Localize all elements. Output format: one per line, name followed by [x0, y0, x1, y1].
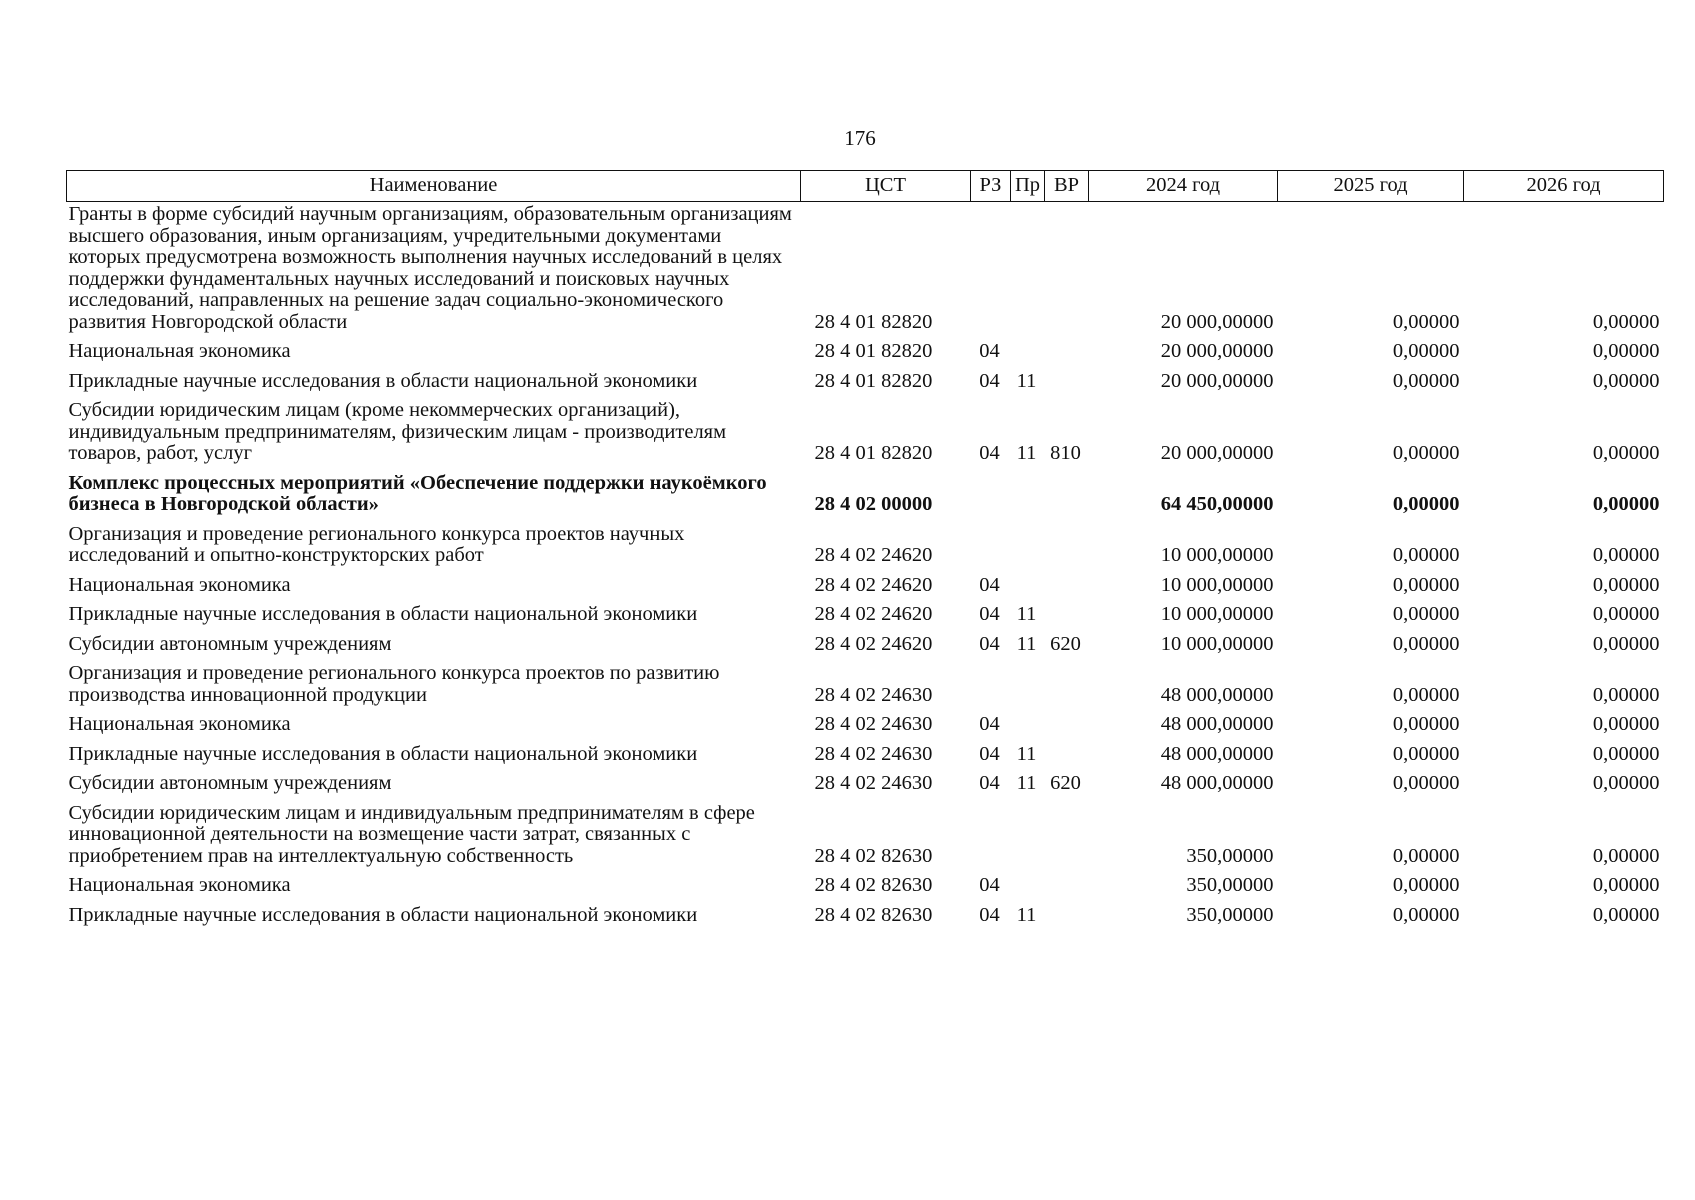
cell-name: Субсидии автономным учреждениям	[68, 772, 392, 794]
header-cst: ЦСТ	[801, 171, 971, 202]
cell-2026: 0,00000	[1592, 772, 1660, 794]
cell-name: Субсидии юридическим лицам и индивидуальным предпринимателям в сфере инновационной деятельности на возмещение части затрат, связанных с приобретением прав на интеллектуальную собственность	[68, 801, 755, 867]
cell-2024: 10 000,00000	[1160, 573, 1274, 596]
table-row	[67, 333, 1664, 363]
cell-vr	[1045, 516, 1089, 567]
cell-2026: 0,00000	[1592, 742, 1660, 765]
cell-2026: 0,00000	[1592, 603, 1660, 625]
cell-rz: 04	[979, 772, 1000, 794]
cell-cst: 28 4 02 24620	[814, 573, 933, 596]
cell-cst: 28 4 02 82630	[814, 874, 933, 896]
cell-2026: 0,00000	[1592, 844, 1660, 867]
table-row	[67, 567, 1664, 597]
cell-cst: 28 4 01 82820	[814, 310, 933, 333]
cell-cst: 28 4 02 24630	[814, 772, 933, 794]
cell-rz: 04	[979, 442, 1000, 464]
table-row	[67, 392, 1664, 465]
cell-vr	[1045, 795, 1089, 868]
header-pr: Пр	[1011, 171, 1045, 202]
header-rz: РЗ	[971, 171, 1011, 202]
cell-2026: 0,00000	[1592, 683, 1660, 706]
cell-cst: 28 4 02 24630	[814, 683, 933, 706]
cell-2024: 48 000,00000	[1160, 713, 1274, 735]
table-header-row	[67, 171, 1664, 202]
cell-pr	[1011, 706, 1045, 736]
header-2024: 2024 год	[1089, 171, 1278, 202]
cell-pr	[1011, 867, 1045, 897]
cell-vr	[1045, 333, 1089, 363]
cell-cst: 28 4 02 24620	[814, 544, 933, 566]
cell-rz: 04	[979, 903, 1000, 926]
cell-cst: 28 4 02 00000	[814, 493, 933, 515]
cell-2026: 0,00000	[1592, 632, 1660, 655]
cell-rz: 04	[979, 713, 1000, 735]
table-row	[67, 897, 1664, 927]
cell-cst: 28 4 02 24630	[814, 713, 933, 735]
table-row	[67, 706, 1664, 736]
cell-vr	[1045, 706, 1089, 736]
cell-vr	[1045, 897, 1089, 927]
cell-rz: 04	[979, 632, 1000, 655]
cell-vr: 620	[1050, 772, 1081, 794]
cell-cst: 28 4 01 82820	[814, 369, 933, 392]
cell-rz: 04	[979, 573, 1000, 596]
table-row	[67, 655, 1664, 706]
cell-rz: 04	[979, 369, 1000, 392]
cell-2024: 48 000,00000	[1160, 742, 1274, 765]
cell-name: Национальная экономика	[68, 713, 291, 735]
cell-pr	[1011, 655, 1045, 706]
cell-name: Гранты в форме субсидий научным организациям, образовательным организациям высшего образования, иным организациям, учредительными документами которых предусмотрена возможность выполнения научных исследований в целях поддержки фундаментальных научных исследований и поисковых научных исследований, направленных на решение задач социально-экономического развития Новгородской области	[68, 203, 792, 333]
cell-2024: 48 000,00000	[1160, 683, 1274, 706]
cell-2024: 10 000,00000	[1160, 632, 1274, 655]
cell-vr	[1045, 736, 1089, 766]
cell-name: Национальная экономика	[68, 340, 291, 362]
cell-vr	[1045, 655, 1089, 706]
table-row	[67, 765, 1664, 795]
cell-pr	[1011, 202, 1045, 334]
cell-cst: 28 4 02 24620	[814, 632, 933, 655]
cell-2025: 0,00000	[1392, 632, 1460, 655]
table-row	[67, 516, 1664, 567]
cell-2026: 0,00000	[1592, 442, 1660, 464]
cell-vr: 620	[1050, 632, 1081, 655]
cell-name: Комплекс процессных мероприятий «Обеспечение поддержки наукоёмкого бизнеса в Новгородской области»	[68, 471, 767, 515]
cell-rz: 04	[979, 742, 1000, 765]
cell-pr: 11	[1016, 742, 1037, 765]
cell-2025: 0,00000	[1392, 874, 1460, 896]
cell-2026: 0,00000	[1592, 713, 1660, 735]
cell-2025: 0,00000	[1392, 493, 1460, 515]
cell-cst: 28 4 02 24630	[814, 742, 933, 765]
cell-pr	[1011, 567, 1045, 597]
cell-2025: 0,00000	[1392, 772, 1460, 794]
cell-2024: 10 000,00000	[1160, 544, 1274, 566]
cell-2025: 0,00000	[1392, 903, 1460, 926]
cell-pr: 11	[1016, 369, 1037, 392]
cell-cst: 28 4 02 24620	[814, 603, 933, 625]
cell-vr	[1045, 363, 1089, 393]
cell-pr: 11	[1016, 632, 1037, 655]
cell-2025: 0,00000	[1392, 713, 1460, 735]
cell-cst: 28 4 02 82630	[814, 844, 933, 867]
cell-2024: 20 000,00000	[1160, 442, 1274, 464]
cell-pr	[1011, 333, 1045, 363]
cell-name: Национальная экономика	[68, 573, 291, 596]
cell-pr: 11	[1016, 442, 1037, 464]
cell-2026: 0,00000	[1592, 573, 1660, 596]
cell-name: Прикладные научные исследования в области национальной экономики	[68, 369, 698, 392]
cell-2025: 0,00000	[1392, 544, 1460, 566]
cell-2025: 0,00000	[1392, 310, 1460, 333]
header-2025: 2025 год	[1278, 171, 1464, 202]
cell-rz: 04	[979, 340, 1000, 362]
cell-2026: 0,00000	[1592, 544, 1660, 566]
cell-name: Прикладные научные исследования в области национальной экономики	[68, 903, 698, 926]
cell-rz	[971, 795, 1011, 868]
cell-rz: 04	[979, 603, 1000, 625]
cell-2026: 0,00000	[1592, 874, 1660, 896]
cell-name: Организация и проведение регионального конкурса проектов научных исследований и опытно-конструкторских работ	[68, 522, 685, 566]
cell-2025: 0,00000	[1392, 844, 1460, 867]
cell-name: Субсидии юридическим лицам (кроме некоммерческих организаций), индивидуальным предпринимателям, физическим лицам - производителям товаров, работ, услуг	[68, 399, 727, 464]
cell-vr: 810	[1050, 442, 1081, 464]
cell-cst: 28 4 01 82820	[814, 442, 933, 464]
cell-pr: 11	[1016, 772, 1037, 794]
cell-2024: 20 000,00000	[1160, 310, 1274, 333]
table-row	[67, 465, 1664, 516]
cell-vr	[1045, 567, 1089, 597]
cell-vr	[1045, 867, 1089, 897]
table-row	[67, 626, 1664, 656]
table-row	[67, 867, 1664, 897]
cell-name: Прикладные научные исследования в области национальной экономики	[68, 742, 698, 765]
cell-vr	[1045, 465, 1089, 516]
cell-2026: 0,00000	[1592, 369, 1660, 392]
cell-2025: 0,00000	[1392, 573, 1460, 596]
cell-cst: 28 4 02 82630	[814, 903, 933, 926]
table-row	[67, 202, 1664, 334]
cell-rz	[971, 202, 1011, 334]
cell-pr	[1011, 465, 1045, 516]
cell-2026: 0,00000	[1592, 340, 1660, 362]
cell-rz	[971, 655, 1011, 706]
header-2026: 2026 год	[1464, 171, 1664, 202]
cell-name: Прикладные научные исследования в области национальной экономики	[68, 603, 698, 625]
cell-2024: 350,00000	[1186, 874, 1274, 896]
budget-table	[66, 170, 1664, 926]
header-vr: ВР	[1045, 171, 1089, 202]
cell-2026: 0,00000	[1592, 310, 1660, 333]
cell-2024: 10 000,00000	[1160, 603, 1274, 625]
cell-2026: 0,00000	[1592, 903, 1660, 926]
cell-2024: 350,00000	[1186, 903, 1274, 926]
cell-name: Субсидии автономным учреждениям	[68, 632, 392, 655]
cell-2025: 0,00000	[1392, 603, 1460, 625]
cell-2025: 0,00000	[1392, 340, 1460, 362]
cell-2024: 350,00000	[1186, 844, 1274, 867]
cell-name: Национальная экономика	[68, 874, 291, 896]
cell-2024: 20 000,00000	[1160, 340, 1274, 362]
table-body	[67, 202, 1664, 927]
cell-vr	[1045, 596, 1089, 626]
cell-2025: 0,00000	[1392, 683, 1460, 706]
cell-rz: 04	[979, 874, 1000, 896]
cell-2026: 0,00000	[1592, 493, 1660, 515]
cell-2024: 64 450,00000	[1160, 493, 1274, 515]
table-row	[67, 363, 1664, 393]
cell-2024: 48 000,00000	[1160, 772, 1274, 794]
cell-rz	[971, 465, 1011, 516]
cell-2024: 20 000,00000	[1160, 369, 1274, 392]
table-row	[67, 596, 1664, 626]
cell-cst: 28 4 01 82820	[814, 340, 933, 362]
page-number: 176	[844, 126, 876, 150]
cell-2025: 0,00000	[1392, 442, 1460, 464]
cell-2025: 0,00000	[1392, 369, 1460, 392]
cell-2025: 0,00000	[1392, 742, 1460, 765]
cell-vr	[1045, 202, 1089, 334]
cell-rz	[971, 516, 1011, 567]
cell-pr: 11	[1016, 603, 1037, 625]
cell-pr: 11	[1016, 903, 1037, 926]
table-row	[67, 795, 1664, 868]
cell-name: Организация и проведение регионального конкурса проектов по развитию производства инновационной продукции	[68, 662, 720, 706]
cell-pr	[1011, 795, 1045, 868]
cell-pr	[1011, 516, 1045, 567]
header-name: Наименование	[67, 171, 801, 202]
table-row	[67, 736, 1664, 766]
